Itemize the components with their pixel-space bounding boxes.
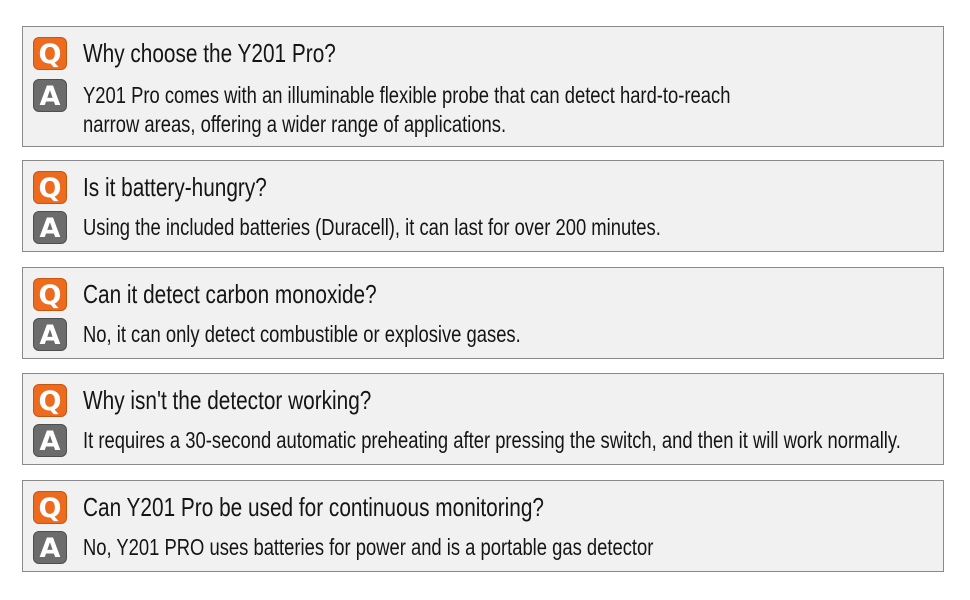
answer-text: No, Y201 PRO uses batteries for power and is a portable gas detector [83, 534, 654, 560]
answer-row [33, 531, 933, 564]
question-text: Is it battery-hungry? [83, 172, 267, 202]
question-text: Why isn't the detector working? [83, 385, 372, 415]
question-row [33, 278, 933, 311]
answer-text: Y201 Pro comes with an illuminable flexible probe that can detect hard-to-reach narrow areas, offering a wider range of applications. [83, 82, 731, 137]
a-badge-icon: A [33, 211, 67, 244]
answer-text: It requires a 30-second automatic preheating after pressing the switch, and then it will work normally. [83, 427, 901, 453]
faq-item [22, 480, 944, 572]
answer-row [33, 318, 933, 351]
a-badge-icon: A [33, 79, 67, 112]
answer-text: No, it can only detect combustible or explosive gases. [83, 321, 521, 347]
answer-text: Using the included batteries (Duracell), it can last for over 200 minutes. [83, 214, 661, 240]
question-row [33, 384, 933, 417]
question-row [33, 491, 933, 524]
answer-row [33, 211, 933, 244]
question-row [33, 171, 933, 204]
faq-item [22, 267, 944, 359]
question-row [33, 37, 933, 70]
q-badge-icon: Q [33, 171, 67, 204]
q-badge-icon: Q [33, 384, 67, 417]
question-text: Why choose the Y201 Pro? [83, 38, 336, 68]
answer-row [33, 79, 933, 139]
faq-item [22, 26, 944, 147]
faq-item [22, 373, 944, 465]
a-badge-icon: A [33, 318, 67, 351]
answer-row [33, 424, 933, 457]
a-badge-icon: A [33, 424, 67, 457]
q-badge-icon: Q [33, 278, 67, 311]
q-badge-icon: Q [33, 491, 67, 524]
faq-item [22, 160, 944, 252]
q-badge-icon: Q [33, 37, 67, 70]
question-text: Can Y201 Pro be used for continuous monitoring? [83, 492, 544, 522]
question-text: Can it detect carbon monoxide? [83, 279, 377, 309]
a-badge-icon: A [33, 531, 67, 564]
